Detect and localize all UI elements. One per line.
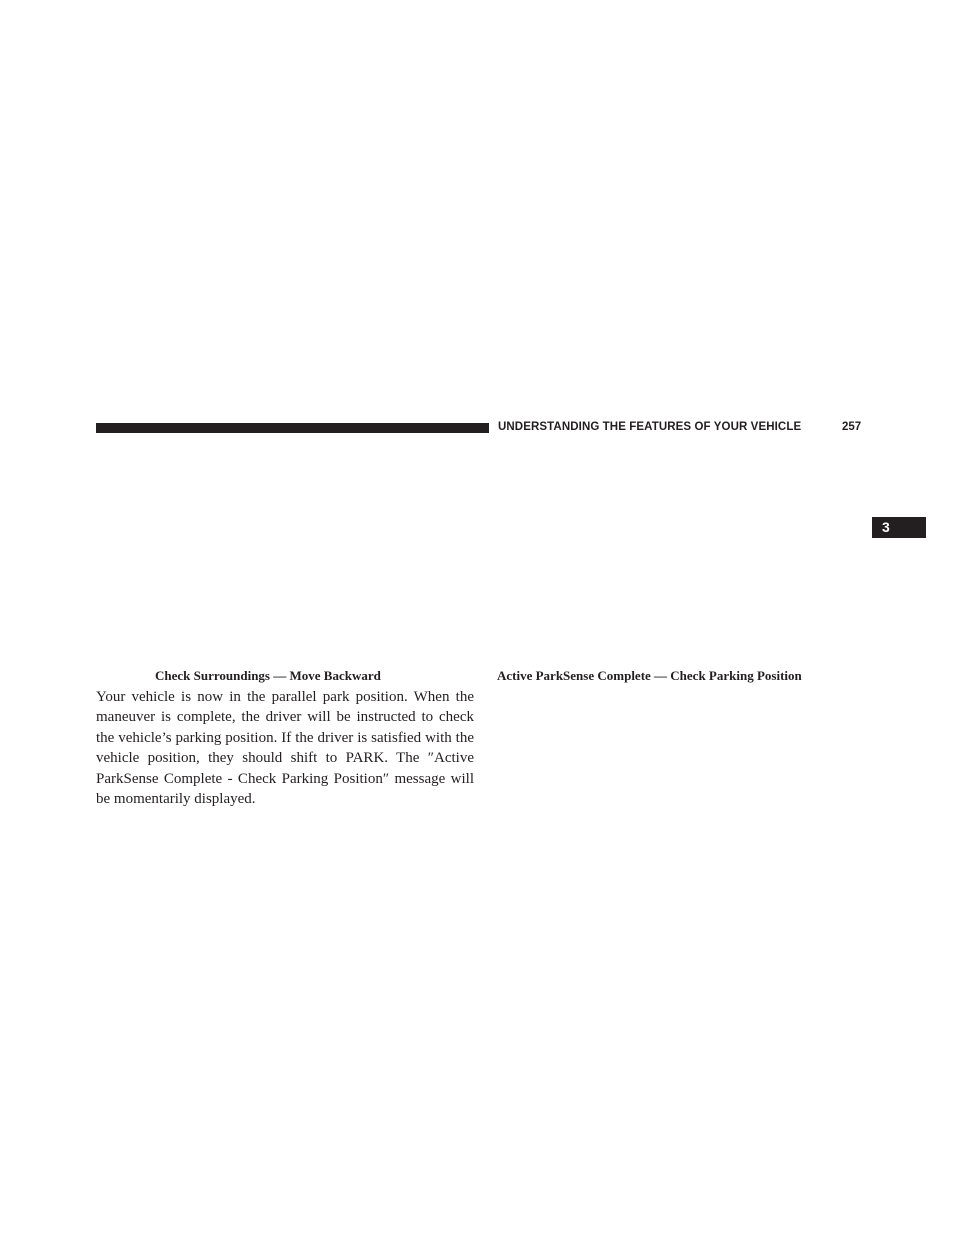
body-paragraph: Your vehicle is now in the parallel park position. When the maneuver is complete, the driver will be instructed to check the vehicle’s parking position. If the driver is satisfied with the vehicle position, they should shift to PARK. The ″Active ParkSense Complete - Check Parking Position″ message will be momentarily displayed. xyxy=(96,689,474,808)
page-number: 257 xyxy=(842,421,862,433)
chapter-tab-label: 3 xyxy=(882,519,890,535)
header-rule-bar xyxy=(96,423,489,433)
figure-caption-left: Check Surroundings — Move Backward xyxy=(155,668,381,683)
chapter-tab xyxy=(872,517,926,538)
section-header-title: UNDERSTANDING THE FEATURES OF YOUR VEHICLE xyxy=(498,421,802,433)
figure-caption-right: Active ParkSense Complete — Check Parking Position xyxy=(497,668,802,683)
